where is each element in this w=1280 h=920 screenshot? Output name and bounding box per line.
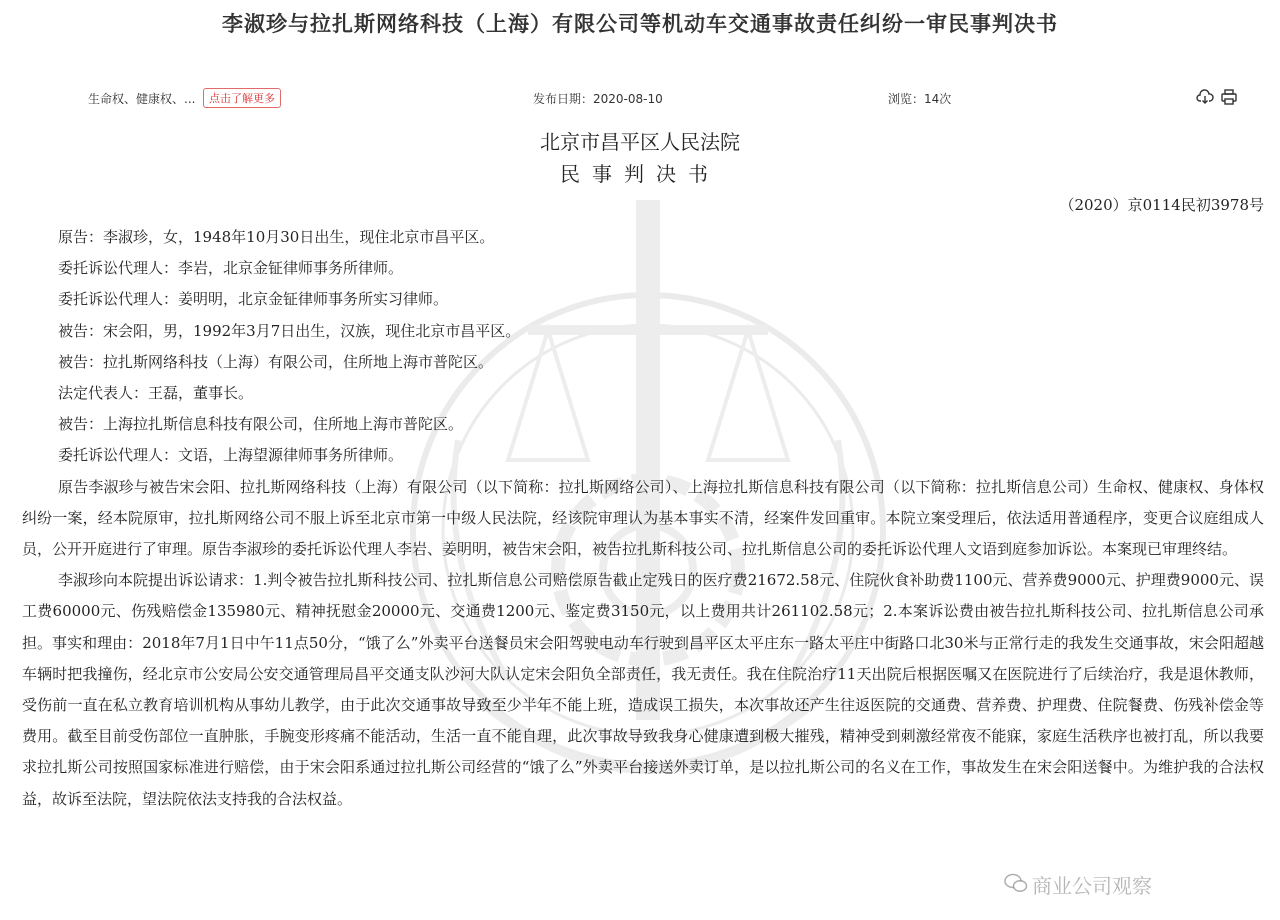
court-name: 北京市昌平区人民法院: [540, 130, 740, 154]
defendant-agent: 委托诉讼代理人：文语，上海望源律师事务所律师。: [58, 446, 404, 465]
learn-more-button[interactable]: 点击了解更多: [203, 88, 281, 108]
meta-row: [0, 86, 1280, 110]
plaintiff: 原告：李淑珍，女，1948年10月30日出生，现住北京市昌平区。: [58, 228, 495, 246]
view-count: 浏览：14次: [888, 92, 952, 106]
document-type: 民事判决书: [560, 162, 720, 186]
plaintiff-agent-1: 委托诉讼代理人：李岩，北京金钲律师事务所律师。: [58, 259, 404, 278]
legal-representative: 法定代表人：王磊，董事长。: [58, 384, 254, 403]
plaintiff-agent-2: 委托诉讼代理人：姜明明，北京金钲律师事务所实习律师。: [58, 290, 449, 309]
download-cloud-icon[interactable]: [1196, 88, 1214, 106]
page-title: 李淑珍与拉扎斯网络科技（上海）有限公司等机动车交通事故责任纠纷一审民事判决书: [222, 12, 1058, 36]
case-tags: 生命权、健康权、...: [88, 92, 196, 106]
judgment-body: [22, 222, 1264, 815]
wechat-icon: [1004, 872, 1028, 894]
defendant-2: 被告：拉扎斯网络科技（上海）有限公司，住所地上海市普陀区。: [58, 352, 494, 371]
claims-paragraph: 李淑珍向本院提出诉讼请求：1.判令被告拉扎斯科技公司、拉扎斯信息公司赔偿原告截止定残日的医疗费21672.58元、住院伙食补助费1100元、营养费9000元、护理费9000元、误工费60000元、伤残赔偿金135980元、精神抚慰金20000元、交通费1200元、鉴定费3150元，以上费用共计261102.58元；2.本案诉讼费由被告拉扎斯科技公司、拉扎斯信息公司承担。事实和理由：2018年7月1日中午11点50分，“饿了么”外卖平台送餐员宋会阳驾驶电动车行驶到昌平区太平庄东一路太平庄中街路口北30米与正常行走的我发生交通事故，宋会阳超越车辆时把我撞伤，经北京市公安局公安交通管理局昌平交通支队沙河大队认定宋会阳负全部责任，我无责任。我在住院治疗11天出院后根据医嘱又在医院进行了后续治疗，我是退休教师，受伤前一直在私立教育培训机构从事幼儿教学，由于此次交通事故导致至少半年不能上班，造成误工损失，本次事故还产生往返医院的交通费、营养费、护理费、住院餐费、伤残补偿金等费用。截至目前受伤部位一直肿胀，手腕变形疼痛不能活动，生活一直不能自理，此次事故导致我身心健康遭到极大摧残，精神受到刺激经常夜不能寐，家庭生活秩序也被打乱，所以我要求拉扎斯公司按照国家标准进行赔偿，由于宋会阳系通过拉扎斯公司经营的“饿了么”外卖平台接送外卖订单，是以拉扎斯公司的名义在工作，事故发生在宋会阳送餐中。为维护我的合法权益，故诉至法院，望法院依法支持我的合法权益。: [22, 571, 1264, 808]
case-summary-paragraph: 原告李淑珍与被告宋会阳、拉扎斯网络科技（上海）有限公司（以下简称：拉扎斯网络公司）、上海拉扎斯信息科技有限公司（以下简称：拉扎斯信息公司）生命权、健康权、身体权纠纷一案，经本院原审，拉扎斯网络公司不服上诉至北京市第一中级人民法院，经该院审理认为基本事实不清，经案件发回重审。本院立案受理后，依法适用普通程序，变更合议庭组成人员，公开开庭进行了审理。原告李淑珍的委托诉讼代理人李岩、姜明明，被告宋会阳，被告拉扎斯科技公司、拉扎斯信息公司的委托诉讼代理人文语到庭参加诉讼。本案现已审理终结。: [22, 477, 1264, 559]
defendant-1: 被告：宋会阳，男，1992年3月7日出生，汉族，现住北京市昌平区。: [58, 321, 521, 340]
case-number: （2020）京0114民初3978号: [1059, 196, 1264, 214]
defendant-3: 被告：上海拉扎斯信息科技有限公司，住所地上海市普陀区。: [58, 415, 464, 434]
printer-icon[interactable]: [1220, 88, 1238, 106]
watermark-text: 商业公司观察: [1032, 874, 1152, 898]
publish-date: 发布日期：2020-08-10: [533, 92, 663, 106]
